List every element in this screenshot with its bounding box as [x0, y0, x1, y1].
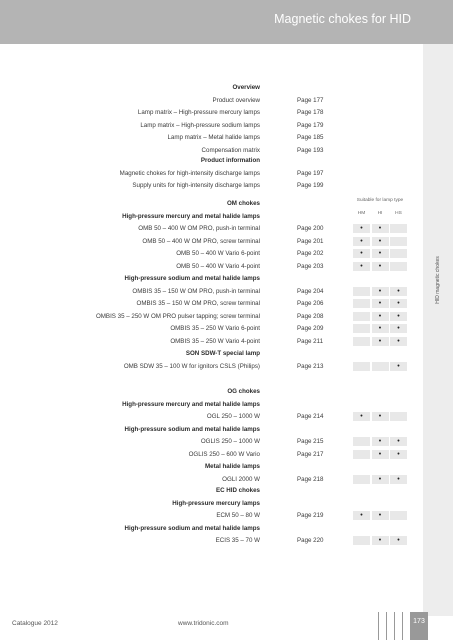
- section-heading: [0, 198, 423, 209]
- lamp-type-cell: [353, 287, 370, 296]
- item-label: OGLIS 250 – 600 W Vario: [188, 450, 260, 458]
- lamp-type-cell: •: [372, 511, 389, 520]
- list-item: [0, 535, 423, 546]
- page-reference[interactable]: Page 211: [297, 337, 324, 345]
- item-label: ECM 50 – 80 W: [216, 512, 260, 519]
- lamp-type-cell: •: [372, 324, 389, 333]
- list-item: [0, 120, 423, 131]
- col-header-hm: HM: [357, 211, 366, 216]
- list-item: [0, 223, 423, 234]
- item-label: High-pressure mercury lamps: [172, 499, 260, 507]
- lamp-type-cell: •: [372, 299, 389, 308]
- side-label-text: HID magnetic chokes: [435, 256, 441, 304]
- lamp-type-cell: •: [390, 287, 407, 296]
- col-header-hi: HI: [377, 211, 383, 216]
- lamp-type-cell: •: [390, 337, 407, 346]
- lamp-type-cell: •: [390, 450, 407, 459]
- lamp-type-cell: [390, 262, 407, 271]
- list-item: [0, 436, 423, 447]
- lamp-type-cell: [390, 237, 407, 246]
- lamp-type-cells: [353, 511, 407, 520]
- lamp-type-cell: [353, 312, 370, 321]
- item-label: OMBIS 35 – 250 W Vario 4-point: [170, 337, 260, 345]
- list-item: [0, 336, 423, 347]
- item-label: OMB 50 – 400 W OM PRO, screw terminal: [142, 237, 260, 245]
- footer-bars: [378, 612, 406, 640]
- page-reference[interactable]: Page 193: [297, 146, 324, 154]
- lamp-type-cell: •: [372, 412, 389, 421]
- list-item: [0, 132, 423, 143]
- lamp-type-cell: •: [390, 324, 407, 333]
- lamp-type-cell: [390, 412, 407, 421]
- lamp-type-cell: [353, 536, 370, 545]
- lamp-type-cells: [353, 450, 407, 459]
- lamp-type-cell: [372, 362, 389, 371]
- item-label: High-pressure sodium and metal halide lamps: [124, 275, 260, 282]
- page-reference[interactable]: Page 200: [297, 225, 324, 232]
- page-title: Magnetic chokes for HID: [274, 12, 411, 26]
- page-reference[interactable]: Page 215: [297, 438, 324, 445]
- item-label: EC HID chokes: [215, 487, 260, 494]
- list-item: [0, 510, 423, 521]
- page-reference[interactable]: Page 206: [297, 300, 324, 307]
- lamp-type-cell: •: [372, 337, 389, 346]
- page-reference[interactable]: Page 219: [297, 512, 324, 519]
- page-reference[interactable]: Page 220: [297, 537, 324, 544]
- item-label: Lamp matrix – High-pressure sodium lamps: [140, 121, 260, 129]
- lamp-type-cells: [353, 475, 407, 484]
- section-heading: [0, 485, 423, 496]
- page-reference[interactable]: Page 197: [297, 169, 324, 177]
- lamp-type-cell: •: [390, 437, 407, 446]
- page-reference[interactable]: Page 179: [297, 121, 324, 129]
- item-label: OG chokes: [227, 388, 260, 395]
- lamp-type-cells: [353, 362, 407, 371]
- lamp-type-cell: [353, 299, 370, 308]
- item-label: High-pressure sodium and metal halide lamps: [124, 425, 260, 433]
- lamp-type-cell: •: [390, 299, 407, 308]
- page-reference[interactable]: Page 178: [297, 109, 324, 116]
- lamp-type-cells: [353, 337, 407, 346]
- lamp-type-cell: [390, 511, 407, 520]
- lamp-type-cell: [353, 475, 370, 484]
- section-heading: [0, 498, 423, 509]
- lamp-type-cells: [353, 324, 407, 333]
- side-band: [423, 44, 453, 616]
- item-label: OMBIS 35 – 250 W Vario 6-point: [170, 325, 260, 332]
- item-label: OMB 50 – 400 W Vario 6-point: [176, 250, 260, 257]
- lamp-type-cells: [353, 237, 407, 246]
- list-item: [0, 411, 423, 422]
- page-reference[interactable]: Page 213: [297, 362, 324, 370]
- lamp-type-cell: [353, 337, 370, 346]
- item-label: Magnetic chokes for high-intensity discharge lamps: [119, 169, 260, 177]
- lamp-type-cells: [353, 262, 407, 271]
- item-label: Product overview: [212, 96, 260, 104]
- item-label: Lamp matrix – Metal halide lamps: [167, 134, 260, 141]
- lamp-type-cell: [353, 450, 370, 459]
- lamp-type-cell: •: [390, 362, 407, 371]
- section-heading: [0, 386, 423, 397]
- section-heading: [0, 155, 423, 166]
- lamp-type-cell: •: [353, 249, 370, 258]
- item-label: OMBIS 35 – 150 W OM PRO, screw terminal: [136, 300, 260, 307]
- page-reference[interactable]: Page 208: [297, 312, 324, 320]
- lamp-type-cell: •: [353, 262, 370, 271]
- lamp-type-cells: [353, 224, 407, 233]
- item-label: OGLI 2000 W: [222, 475, 260, 483]
- lamp-type-cell: •: [372, 475, 389, 484]
- section-heading: [0, 82, 423, 93]
- lamp-type-cells: [353, 249, 407, 258]
- list-item: [0, 180, 423, 191]
- section-heading: [0, 461, 423, 472]
- item-label: OMBIS 35 – 250 W OM PRO pulser tapping; screw terminal: [95, 312, 260, 320]
- item-label: OMB 50 – 400 W OM PRO, push-in terminal: [138, 225, 260, 232]
- list-item: [0, 311, 423, 322]
- page-reference[interactable]: Page 214: [297, 413, 324, 420]
- lamp-type-cells: [353, 536, 407, 545]
- item-label: OMB SDW 35 – 100 W for ignitors CSLS (Philips): [123, 362, 260, 370]
- lamp-type-cell: •: [372, 536, 389, 545]
- lamp-type-cell: •: [353, 412, 370, 421]
- lamp-type-cell: •: [353, 511, 370, 520]
- lamp-type-cells: [353, 299, 407, 308]
- lamp-type-cell: •: [372, 262, 389, 271]
- lamp-type-cell: •: [390, 475, 407, 484]
- item-label: Metal halide lamps: [204, 463, 260, 470]
- list-item: [0, 145, 423, 156]
- item-label: Compensation matrix: [201, 146, 260, 154]
- lamp-type-cells: [353, 287, 407, 296]
- item-label: High-pressure mercury and metal halide lamps: [122, 400, 260, 408]
- lamp-type-cell: •: [390, 312, 407, 321]
- lamp-type-cells: [353, 437, 407, 446]
- lamp-type-cell: [353, 324, 370, 333]
- lamp-type-cell: [353, 362, 370, 371]
- item-label: OGL 250 – 1000 W: [206, 413, 260, 420]
- list-item: [0, 261, 423, 272]
- page-reference[interactable]: Page 185: [297, 134, 324, 141]
- page-number: 173: [410, 612, 428, 640]
- suitable-header: Suitable for lamp type: [356, 198, 404, 203]
- page-reference[interactable]: Page 209: [297, 325, 324, 332]
- list-item: [0, 236, 423, 247]
- page-reference[interactable]: Page 202: [297, 250, 324, 257]
- side-section-label: [430, 255, 444, 315]
- list-item: [0, 474, 423, 485]
- lamp-type-cell: •: [372, 312, 389, 321]
- list-item: [0, 168, 423, 179]
- item-label: Overview: [232, 84, 260, 91]
- lamp-type-cell: •: [372, 249, 389, 258]
- col-header-hs: HS: [395, 211, 402, 216]
- lamp-type-cell: •: [372, 287, 389, 296]
- page-reference[interactable]: Page 204: [297, 287, 324, 295]
- list-item: [0, 248, 423, 259]
- list-item: [0, 323, 423, 334]
- lamp-type-cell: [390, 224, 407, 233]
- lamp-type-cell: •: [372, 450, 389, 459]
- list-item: [0, 95, 423, 106]
- item-label: OMBIS 35 – 150 W OM PRO, push-in terminal: [132, 287, 260, 295]
- page-reference[interactable]: Page 203: [297, 262, 324, 270]
- item-label: ECIS 35 – 70 W: [215, 537, 260, 544]
- item-label: High-pressure sodium and metal halide lamps: [124, 524, 260, 532]
- section-heading: [0, 273, 423, 284]
- lamp-type-cell: [390, 249, 407, 258]
- section-heading: [0, 348, 423, 359]
- footer-url[interactable]: www.tridonic.com: [178, 620, 229, 627]
- page-reference[interactable]: Page 177: [297, 96, 324, 104]
- lamp-type-cell: [353, 437, 370, 446]
- item-label: Supply units for high-intensity discharge lamps: [132, 182, 260, 189]
- page-reference[interactable]: Page 217: [297, 450, 324, 458]
- footer-catalogue: Catalogue 2012: [12, 620, 58, 627]
- lamp-type-cell: •: [372, 237, 389, 246]
- lamp-type-cell: •: [353, 224, 370, 233]
- list-item: [0, 361, 423, 372]
- item-label: Lamp matrix – High-pressure mercury lamps: [137, 109, 260, 116]
- item-label: OGLIS 250 – 1000 W: [200, 438, 260, 445]
- lamp-type-cells: [353, 312, 407, 321]
- page-reference[interactable]: Page 199: [297, 182, 324, 189]
- lamp-type-cell: •: [353, 237, 370, 246]
- item-label: SON SDW-T special lamp: [185, 350, 260, 357]
- list-item: [0, 298, 423, 309]
- lamp-type-cell: •: [372, 224, 389, 233]
- item-label: Product information: [200, 157, 260, 164]
- item-label: OM chokes: [226, 200, 260, 207]
- section-heading: [0, 399, 423, 410]
- list-item: [0, 286, 423, 297]
- lamp-type-cell: •: [390, 536, 407, 545]
- lamp-type-cell: •: [372, 437, 389, 446]
- list-item: [0, 449, 423, 460]
- section-heading: [0, 424, 423, 435]
- item-label: OMB 50 – 400 W Vario 4-point: [176, 262, 260, 270]
- page-reference[interactable]: Page 218: [297, 475, 324, 483]
- page-reference[interactable]: Page 201: [297, 237, 324, 245]
- section-heading: [0, 523, 423, 534]
- section-heading: [0, 211, 423, 222]
- lamp-type-cells: [353, 412, 407, 421]
- header-bar: [0, 0, 453, 44]
- list-item: [0, 107, 423, 118]
- item-label: High-pressure mercury and metal halide lamps: [122, 212, 260, 220]
